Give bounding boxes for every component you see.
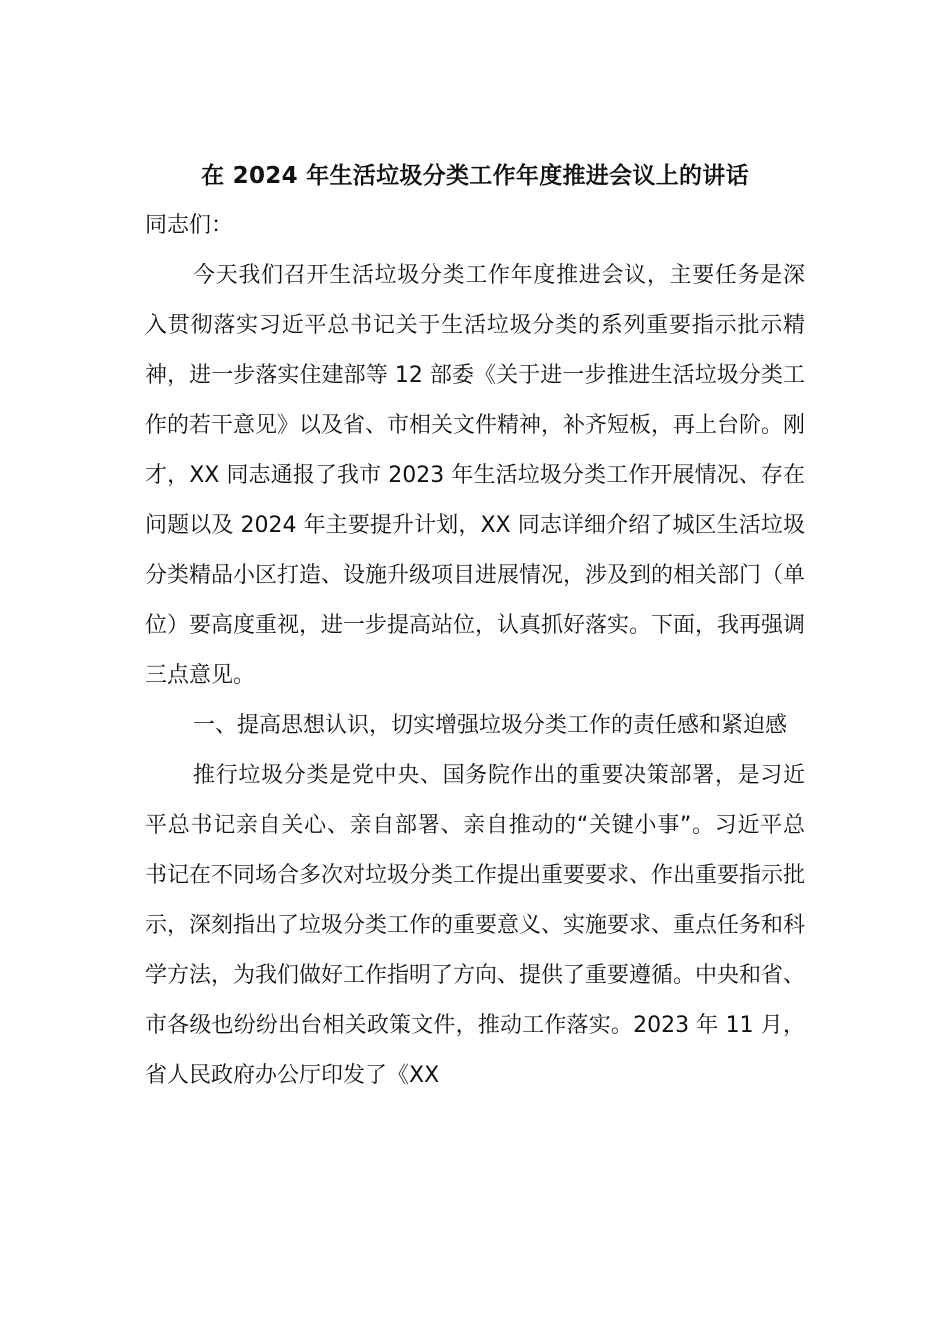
document-title: 在 2024 年生活垃圾分类工作年度推进会议上的讲话 bbox=[201, 163, 749, 189]
section-heading-1: 一、提高思想认识，切实增强垃圾分类工作的责任感和紧迫感 bbox=[193, 713, 788, 738]
document-body bbox=[145, 201, 805, 1101]
salutation: 同志们： bbox=[145, 213, 234, 238]
paragraph-section-1: 推行垃圾分类是党中央、国务院作出的重要决策部署，是习近平总书记亲自关心、亲自部署、亲自推动的“关键小事”。习近平总书记在不同场合多次对垃圾分类工作提出重要要求、作出重要指示批示，深刻指出了垃圾分类工作的重要意义、实施要求、重点任务和科学方法，为我们做好工作指明了方向、提供了重要遵循。中央和省、市各级也纷纷出台相关政策文件，推动工作落实。2023 年 11 月，省人民政府办公厅印发了《XX bbox=[145, 763, 806, 1088]
paragraph-intro: 今天我们召开生活垃圾分类工作年度推进会议，主要任务是深入贯彻落实习近平总书记关于生活垃圾分类的系列重要指示批示精神，进一步落实住建部等 12 部委《关于进一步推进生活垃圾分类工作的若干意见》以及省、市相关文件精神，补齐短板，再上台阶。刚才，XX 同志通报了我市 2023 年生活垃圾分类工作开展情况、存在问题以及 2024 年主要提升计划，XX 同志详细介绍了城区生活垃圾分类精品小区打造、设施升级项目进展情况，涉及到的相关部门（单位）要高度重视，进一步提高站位，认真抓好落实。下面，我再强调三点意见。 bbox=[145, 263, 806, 688]
